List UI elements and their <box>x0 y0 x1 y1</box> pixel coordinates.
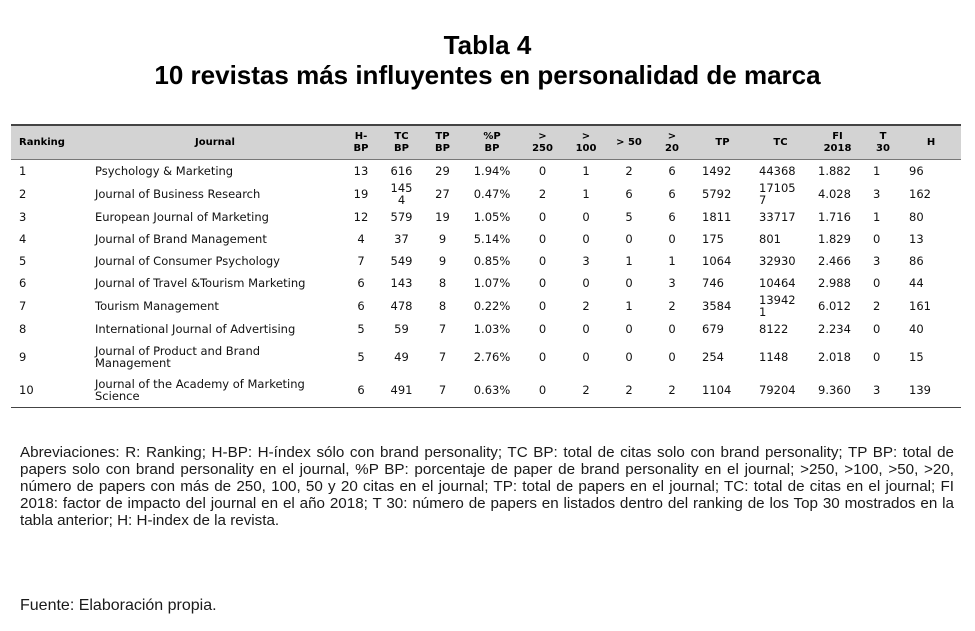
gt-50-cell: 2 <box>608 374 650 408</box>
fi-2018-cell: 1.716 <box>818 209 851 224</box>
table-row <box>11 294 961 318</box>
fi-2018-cell: 2.988 <box>818 275 851 290</box>
t-30-cell: 0 <box>873 275 881 290</box>
tc-cell: 1148 <box>759 349 789 364</box>
h-cell: 96 <box>909 163 924 178</box>
header-journal <box>89 125 341 160</box>
gt-50-cell: 0 <box>625 349 633 364</box>
tp-bp-cell: 8 <box>438 298 447 313</box>
pct-p-bp-cell: 1.94% <box>473 163 511 178</box>
rank-cell: 5 <box>19 253 27 268</box>
gt-100-cell: 1 <box>582 163 590 178</box>
rank-cell: 3 <box>19 209 27 224</box>
tp-cell: 1492 <box>702 163 732 178</box>
gt-50-cell: 1 <box>625 298 633 313</box>
gt-50-cell: 0 <box>625 275 633 290</box>
pct-p-bp-cell: 0.22% <box>473 298 511 313</box>
tc-cell: 32930 <box>759 253 796 268</box>
rank-cell: 4 <box>19 231 27 246</box>
tc-bp-cell: 491 <box>381 374 422 408</box>
header-gt-50-line1: > 50 <box>616 136 642 148</box>
header-ranking <box>11 125 89 160</box>
tc-bp-cell: 59 <box>394 321 409 336</box>
header-gt-20 <box>650 125 694 160</box>
tc-cell: 33717 <box>759 209 796 224</box>
tp-bp-cell: 7 <box>438 349 447 364</box>
tc-cell: 8122 <box>759 321 789 336</box>
header-h <box>901 125 961 160</box>
h-bp-cell: 13 <box>353 163 369 178</box>
h-cell: 44 <box>909 275 924 290</box>
journal-cell: International Journal of Advertising <box>95 321 296 336</box>
source-note: Fuente: Elaboración propia. <box>20 597 217 614</box>
fi-2018-cell: 9.360 <box>810 374 865 408</box>
tc-bp-cell: 478 <box>390 298 413 313</box>
h-cell: 80 <box>909 209 924 224</box>
h-cell: 86 <box>909 253 924 268</box>
tp-cell: 254 <box>702 349 724 364</box>
header-tc-line1: TC <box>773 136 788 148</box>
header-h-bp-line1: H- <box>354 130 368 142</box>
header-journal-line1: Journal <box>195 136 235 148</box>
gt-50-cell: 6 <box>625 186 633 201</box>
header-gt-20-line2: 20 <box>665 142 679 154</box>
gt-250-cell: 0 <box>538 298 547 313</box>
header-tp-bp-line1: TP <box>435 130 450 142</box>
gt-250-cell: 2 <box>538 186 547 201</box>
h-bp-cell: 5 <box>357 321 365 336</box>
gt-20-cell: 3 <box>668 275 676 290</box>
header-tp-bp-line2: BP <box>435 142 450 154</box>
gt-50-cell: 0 <box>625 321 633 336</box>
h-cell: 162 <box>909 186 931 201</box>
pct-p-bp-cell: 1.03% <box>473 321 511 336</box>
h-bp-cell: 19 <box>353 186 369 201</box>
t-30-cell: 0 <box>873 231 881 246</box>
header-fi-2018-line2: 2018 <box>823 142 852 154</box>
t-30-cell: 0 <box>873 321 881 336</box>
gt-20-cell: 2 <box>668 298 676 313</box>
table-header-row <box>11 125 961 160</box>
tp-cell: 1064 <box>702 253 732 268</box>
gt-250-cell: 0 <box>538 231 547 246</box>
header-t-30 <box>865 125 901 160</box>
abbreviations-note: Abreviaciones: R: Ranking; H-BP: H-índex sólo con brand personality; TC BP: total de citas solo con brand personality; TP BP: total de papers solo con brand personality en el journal, %P BP: porcentaje de paper de brand personality en el journal; >250, >100, >50, >20, número de papers con más de 250, 100, 50 y 20 citas en el journal; TP: total de papers en el journal; TC: total de citas en el journal; FI 2018: factor de impacto del journal en el año 2018; T 30: número de papers en listados dentro del ranking de los Top 30 mostrados en la tabla anterior; H: H-index de la revista. <box>20 444 954 529</box>
journal-cell: Journal of Brand Management <box>95 231 267 246</box>
h-cell: 161 <box>909 298 931 313</box>
tp-bp-cell: 7 <box>438 321 447 336</box>
pct-p-bp-cell: 1.07% <box>473 275 511 290</box>
tc-cell: 44368 <box>759 163 796 178</box>
gt-100-cell: 0 <box>582 231 590 246</box>
gt-50-cell: 5 <box>625 209 633 224</box>
t-30-cell: 3 <box>865 374 901 408</box>
table-row <box>11 272 961 294</box>
tp-cell: 175 <box>702 231 724 246</box>
gt-250-cell: 0 <box>538 349 547 364</box>
table-row <box>11 228 961 250</box>
journal-cell: Journal of Business Research <box>95 186 261 201</box>
t-30-cell: 0 <box>873 349 881 364</box>
tc-cell: 13942 1 <box>759 292 796 319</box>
table-row <box>11 340 961 374</box>
tc-bp-cell: 616 <box>390 163 413 178</box>
header-gt-100-line2: 100 <box>575 142 597 154</box>
gt-50-cell: 1 <box>625 253 633 268</box>
pct-p-bp-cell: 0.85% <box>473 253 511 268</box>
h-bp-cell: 4 <box>357 231 365 246</box>
tc-cell: 17105 7 <box>759 180 796 207</box>
tp-cell: 679 <box>702 321 724 336</box>
gt-100-cell: 3 <box>582 253 590 268</box>
gt-20-cell: 0 <box>668 321 676 336</box>
rank-cell: 1 <box>19 163 27 178</box>
header-pct-p-bp-line2: BP <box>484 142 500 154</box>
t-30-cell: 2 <box>873 298 881 313</box>
header-gt-250-line2: 250 <box>532 142 553 154</box>
rank-cell: 6 <box>19 275 27 290</box>
pct-p-bp-cell: 2.76% <box>473 349 511 364</box>
journals-table-container <box>11 124 961 408</box>
header-tp <box>694 125 751 160</box>
t-30-cell: 1 <box>873 163 881 178</box>
table-row <box>11 250 961 272</box>
journals-table <box>11 124 961 408</box>
pct-p-bp-cell: 5.14% <box>473 231 511 246</box>
h-cell: 15 <box>909 349 924 364</box>
pct-p-bp-cell: 1.05% <box>473 209 511 224</box>
h-bp-cell: 6 <box>357 298 365 313</box>
table-caption: 10 revistas más influyentes en personalidad de marca <box>154 60 821 90</box>
header-gt-250 <box>521 125 564 160</box>
header-tp-line1: TP <box>715 136 730 148</box>
gt-20-cell: 1 <box>668 253 676 268</box>
tc-bp-cell: 579 <box>390 209 413 224</box>
header-tc <box>751 125 810 160</box>
rank-cell: 7 <box>19 298 27 313</box>
header-h-bp-line2: BP <box>353 142 369 154</box>
gt-50-cell: 0 <box>625 231 633 246</box>
h-bp-cell: 5 <box>357 349 365 364</box>
header-h-bp <box>341 125 381 160</box>
rank-cell: 8 <box>19 321 27 336</box>
header-gt-100-line1: > <box>581 130 591 142</box>
header-h-line1: H <box>926 136 936 148</box>
h-bp-cell: 7 <box>357 253 365 268</box>
gt-20-cell: 0 <box>668 231 676 246</box>
gt-250-cell: 0 <box>521 374 564 408</box>
gt-100-cell: 2 <box>582 298 590 313</box>
t-30-cell: 3 <box>873 186 881 201</box>
tp-cell: 3584 <box>702 298 732 313</box>
fi-2018-cell: 2.018 <box>818 349 851 364</box>
gt-100-cell: 0 <box>582 275 590 290</box>
gt-100-cell: 1 <box>582 186 590 201</box>
header-fi-2018-line1: FI <box>832 130 843 142</box>
pct-p-bp-cell: 0.47% <box>473 186 511 201</box>
tp-bp-cell: 27 <box>435 186 450 201</box>
tc-bp-cell: 549 <box>390 253 413 268</box>
gt-100-cell: 0 <box>582 321 590 336</box>
gt-100-cell: 0 <box>582 349 590 364</box>
journal-cell: Journal of the Academy of Marketing Science <box>89 374 341 408</box>
gt-50-cell: 2 <box>625 163 633 178</box>
gt-20-cell: 6 <box>668 163 676 178</box>
header-t-30-line1: T <box>879 130 887 142</box>
tc-bp-cell: 145 4 <box>390 180 413 207</box>
tp-cell: 1104 <box>694 374 751 408</box>
header-gt-100 <box>564 125 608 160</box>
tp-cell: 5792 <box>702 186 732 201</box>
tc-cell: 79204 <box>751 374 810 408</box>
rank-cell: 2 <box>19 186 27 201</box>
h-bp-cell: 12 <box>353 209 369 224</box>
tp-bp-cell: 9 <box>438 253 447 268</box>
header-tc-bp <box>381 125 422 160</box>
tc-bp-cell: 143 <box>390 275 413 290</box>
tp-bp-cell: 19 <box>435 209 450 224</box>
header-ranking-line1: Ranking <box>19 136 65 148</box>
gt-20-cell: 6 <box>668 209 676 224</box>
table-row <box>11 318 961 340</box>
gt-250-cell: 0 <box>538 321 547 336</box>
h-cell: 139 <box>901 374 961 408</box>
fi-2018-cell: 2.466 <box>818 253 851 268</box>
table-row <box>11 374 961 408</box>
journal-cell: Journal of Product and Brand Management <box>95 343 261 370</box>
header-gt-250-line1: > <box>538 130 547 142</box>
t-30-cell: 3 <box>873 253 881 268</box>
header-pct-p-bp-line1: %P <box>483 130 501 142</box>
tp-bp-cell: 9 <box>438 231 447 246</box>
journal-cell: Psychology & Marketing <box>95 163 234 178</box>
fi-2018-cell: 2.234 <box>818 321 851 336</box>
fi-2018-cell: 1.882 <box>818 163 851 178</box>
tc-cell: 10464 <box>759 275 796 290</box>
gt-250-cell: 0 <box>538 209 547 224</box>
h-cell: 40 <box>909 321 924 336</box>
rank-cell: 10 <box>11 374 89 408</box>
gt-250-cell: 0 <box>538 275 547 290</box>
table-body <box>11 160 961 408</box>
header-pct-p-bp <box>463 125 521 160</box>
tc-bp-cell: 37 <box>394 231 409 246</box>
gt-250-cell: 0 <box>538 163 547 178</box>
header-tc-bp-line1: TC <box>394 130 409 142</box>
gt-20-cell: 0 <box>668 349 676 364</box>
table-title <box>0 30 975 90</box>
gt-20-cell: 2 <box>650 374 694 408</box>
header-gt-20-line1: > <box>667 130 677 142</box>
journal-cell: Tourism Management <box>95 298 219 313</box>
header-fi-2018 <box>810 125 865 160</box>
gt-20-cell: 6 <box>668 186 676 201</box>
fi-2018-cell: 1.829 <box>818 231 851 246</box>
gt-100-cell: 0 <box>582 209 590 224</box>
h-cell: 13 <box>909 231 924 246</box>
tc-bp-cell: 49 <box>394 349 409 364</box>
fi-2018-cell: 6.012 <box>818 298 851 313</box>
rank-cell: 9 <box>19 349 27 364</box>
header-tp-bp <box>422 125 463 160</box>
header-t-30-line2: 30 <box>876 142 890 154</box>
table-number: Tabla 4 <box>443 30 532 60</box>
t-30-cell: 1 <box>873 209 881 224</box>
journal-cell: European Journal of Marketing <box>95 209 269 224</box>
tp-cell: 1811 <box>702 209 732 224</box>
pct-p-bp-cell: 0.63% <box>463 374 521 408</box>
gt-250-cell: 0 <box>538 253 547 268</box>
gt-100-cell: 2 <box>564 374 608 408</box>
tp-bp-cell: 7 <box>422 374 463 408</box>
journal-cell: Journal of Travel &Tourism Marketing <box>95 275 306 290</box>
tp-bp-cell: 8 <box>438 275 447 290</box>
h-bp-cell: 6 <box>341 374 381 408</box>
tc-cell: 801 <box>759 231 781 246</box>
table-row <box>11 206 961 228</box>
fi-2018-cell: 4.028 <box>818 186 851 201</box>
header-gt-50 <box>608 125 650 160</box>
h-bp-cell: 6 <box>357 275 365 290</box>
tp-bp-cell: 29 <box>435 163 450 178</box>
table-row <box>11 160 961 182</box>
journal-cell: Journal of Consumer Psychology <box>95 253 280 268</box>
table-row <box>11 182 961 206</box>
tp-cell: 746 <box>702 275 724 290</box>
header-tc-bp-line2: BP <box>394 142 409 154</box>
